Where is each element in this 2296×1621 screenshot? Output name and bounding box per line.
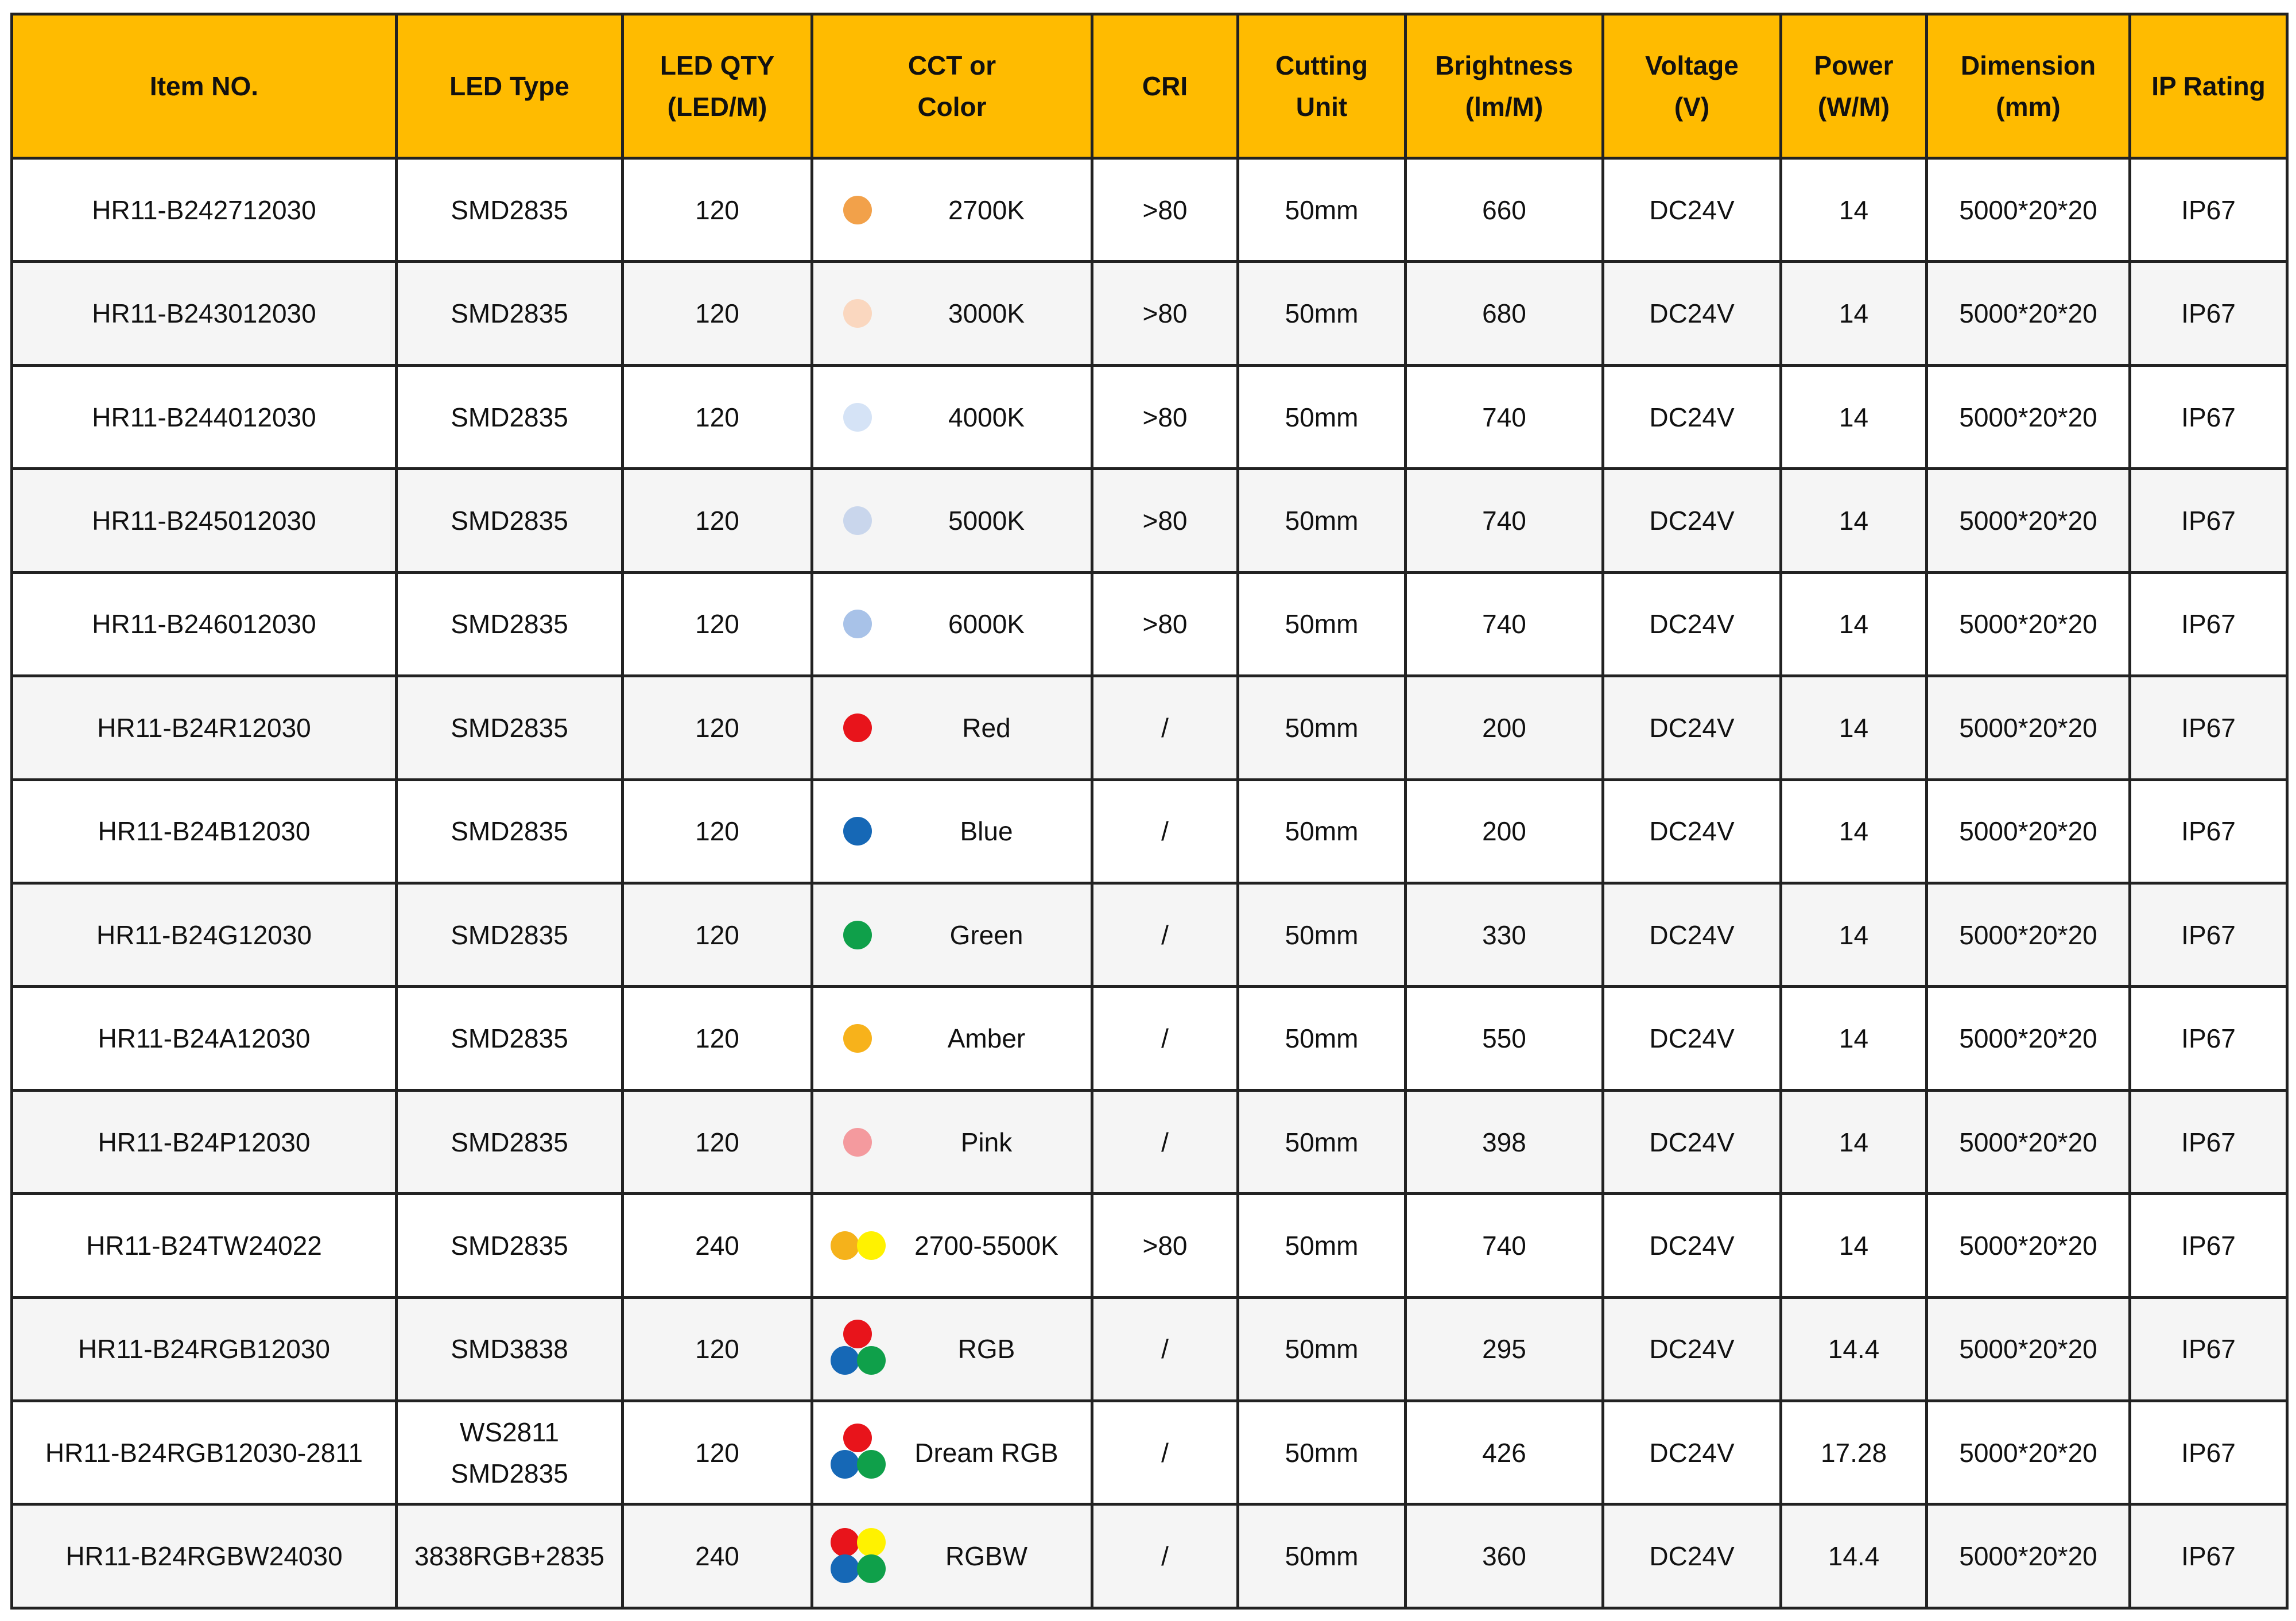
table-row [12, 365, 2287, 468]
led-dot-icon [857, 1346, 886, 1375]
cell-power: 14 [1781, 572, 1927, 676]
led-dot-icon [843, 921, 872, 949]
header-line: CRI [1142, 71, 1188, 101]
cell-cutting-unit: 50mm [1238, 572, 1406, 676]
cell-cct-or-color [812, 1090, 1092, 1193]
cell-item-no: HR11-B24G12030 [12, 883, 397, 986]
cell-cutting-unit: 50mm [1238, 365, 1406, 468]
led-dot-icon [843, 817, 872, 846]
cell-voltage: DC24V [1603, 158, 1781, 262]
cell-cct-or-color [812, 1401, 1092, 1504]
cell-cutting-unit: 50mm [1238, 987, 1406, 1090]
cell-ip-rating: IP67 [2130, 1090, 2287, 1193]
color-swatch-icon [827, 1421, 890, 1484]
led-type-line: SMD3838 [451, 1334, 568, 1364]
color-swatch-icon [827, 386, 890, 449]
led-dot-icon [843, 403, 872, 432]
header-line: Cutting [1275, 51, 1368, 80]
cell-cutting-unit: 50mm [1238, 1401, 1406, 1504]
header-line: Voltage [1645, 51, 1739, 80]
cell-led-qty: 120 [623, 365, 812, 468]
cell-dimension: 5000*20*20 [1927, 1504, 2130, 1608]
led-type-line: SMD2835 [451, 920, 568, 950]
cell-voltage: DC24V [1603, 883, 1781, 986]
cell-item-no: HR11-B24RGB12030 [12, 1297, 397, 1401]
cell-voltage: DC24V [1603, 1297, 1781, 1401]
header-row [12, 14, 2287, 158]
cell-item-no: HR11-B24RGBW24030 [12, 1504, 397, 1608]
cell-led-qty: 120 [623, 883, 812, 986]
cell-cri: >80 [1092, 365, 1238, 468]
cell-cri: / [1092, 1401, 1238, 1504]
color-label: 4000K [948, 402, 1025, 432]
cell-dimension: 5000*20*20 [1927, 987, 2130, 1090]
led-dot-icon [843, 610, 872, 638]
led-type-line: SMD2835 [451, 1127, 568, 1157]
cell-item-no: HR11-B24P12030 [12, 1090, 397, 1193]
cell-cct-or-color [812, 883, 1092, 986]
header-line: LED Type [449, 71, 569, 101]
color-swatch-icon [827, 282, 890, 345]
led-dot-icon [843, 1024, 872, 1053]
cell-voltage: DC24V [1603, 1401, 1781, 1504]
cell-power: 14 [1781, 469, 1927, 572]
cell-cct-or-color [812, 158, 1092, 262]
led-dot-icon [857, 1231, 886, 1260]
cell-led-type [397, 1090, 623, 1193]
cell-cct-or-color [812, 365, 1092, 468]
cell-dimension: 5000*20*20 [1927, 158, 2130, 262]
cell-cutting-unit: 50mm [1238, 469, 1406, 572]
cell-cutting-unit: 50mm [1238, 1090, 1406, 1193]
led-dot-icon [857, 1528, 886, 1557]
led-type-line: SMD2835 [451, 1023, 568, 1054]
led-dot-icon [857, 1450, 886, 1479]
table-row [12, 987, 2287, 1090]
cell-led-type [397, 1297, 623, 1401]
color-label: Amber [947, 1023, 1026, 1054]
header-line: Power [1814, 51, 1894, 80]
cell-cct-or-color [812, 987, 1092, 1090]
cell-ip-rating: IP67 [2130, 987, 2287, 1090]
cell-cutting-unit: 50mm [1238, 1297, 1406, 1401]
cell-power: 14 [1781, 780, 1927, 883]
header-line: (LED/M) [667, 92, 767, 122]
cell-ip-rating: IP67 [2130, 365, 2287, 468]
table-row [12, 262, 2287, 365]
cell-dimension: 5000*20*20 [1927, 365, 2130, 468]
color-swatch-icon [827, 800, 890, 863]
cell-item-no: HR11-B245012030 [12, 469, 397, 572]
table-row [12, 780, 2287, 883]
cell-cri: / [1092, 987, 1238, 1090]
cell-cri: / [1092, 883, 1238, 986]
cell-dimension: 5000*20*20 [1927, 1090, 2130, 1193]
cell-led-qty: 120 [623, 262, 812, 365]
header-led-type [397, 14, 623, 158]
color-swatch-icon [827, 1317, 890, 1380]
led-type-line: SMD2835 [451, 1230, 568, 1261]
cell-ip-rating: IP67 [2130, 572, 2287, 676]
cell-ip-rating: IP67 [2130, 262, 2287, 365]
cell-ip-rating: IP67 [2130, 1297, 2287, 1401]
header-cutting-unit [1238, 14, 1406, 158]
cell-ip-rating: IP67 [2130, 158, 2287, 262]
cell-ip-rating: IP67 [2130, 883, 2287, 986]
color-swatch-icon [827, 1007, 890, 1070]
color-label: RGBW [945, 1541, 1028, 1572]
color-label: 6000K [948, 609, 1025, 639]
color-label: Red [962, 712, 1011, 743]
led-dot-icon [831, 1346, 859, 1375]
table-row [12, 1401, 2287, 1504]
color-label: 3000K [948, 298, 1025, 329]
cell-cct-or-color [812, 469, 1092, 572]
cell-ip-rating: IP67 [2130, 1194, 2287, 1297]
cell-led-qty: 120 [623, 158, 812, 262]
cell-item-no: HR11-B243012030 [12, 262, 397, 365]
cell-led-type [397, 1401, 623, 1504]
cell-brightness: 200 [1406, 780, 1603, 883]
header-line: IP Rating [2151, 71, 2266, 101]
led-dot-icon [831, 1528, 859, 1557]
led-dot-icon [831, 1554, 859, 1583]
header-line: Color [917, 92, 987, 122]
cell-power: 14 [1781, 1194, 1927, 1297]
cell-led-qty: 120 [623, 987, 812, 1090]
table-row [12, 469, 2287, 572]
cell-voltage: DC24V [1603, 987, 1781, 1090]
cell-led-type [397, 1194, 623, 1297]
header-ip-rating [2130, 14, 2287, 158]
color-label: 5000K [948, 505, 1025, 536]
cell-item-no: HR11-B246012030 [12, 572, 397, 676]
cell-voltage: DC24V [1603, 469, 1781, 572]
table-row [12, 676, 2287, 780]
cell-voltage: DC24V [1603, 1090, 1781, 1193]
cell-led-type [397, 262, 623, 365]
led-dot-icon [843, 299, 872, 328]
led-spec-table [10, 13, 2289, 1610]
header-led-qty [623, 14, 812, 158]
cell-led-qty: 120 [623, 469, 812, 572]
cell-cri: / [1092, 1504, 1238, 1608]
cell-cct-or-color [812, 1194, 1092, 1297]
cell-cct-or-color [812, 1504, 1092, 1608]
cell-brightness: 740 [1406, 572, 1603, 676]
cell-dimension: 5000*20*20 [1927, 1401, 2130, 1504]
cell-cri: >80 [1092, 1194, 1238, 1297]
led-dot-icon [843, 713, 872, 742]
cell-cri: >80 [1092, 469, 1238, 572]
cell-cutting-unit: 50mm [1238, 262, 1406, 365]
header-line: Unit [1296, 92, 1348, 122]
cell-ip-rating: IP67 [2130, 469, 2287, 572]
header-brightness [1406, 14, 1603, 158]
color-swatch-icon [827, 1525, 890, 1588]
led-dot-icon [831, 1450, 859, 1479]
cell-power: 14 [1781, 158, 1927, 262]
cell-led-type [397, 1504, 623, 1608]
table-header [12, 14, 2287, 158]
cell-power: 14.4 [1781, 1504, 1927, 1608]
cell-item-no: HR11-B24RGB12030-2811 [12, 1401, 397, 1504]
cell-ip-rating: IP67 [2130, 1401, 2287, 1504]
cell-cri: >80 [1092, 158, 1238, 262]
header-item-no [12, 14, 397, 158]
cell-dimension: 5000*20*20 [1927, 676, 2130, 780]
cell-ip-rating: IP67 [2130, 676, 2287, 780]
cell-cutting-unit: 50mm [1238, 676, 1406, 780]
cell-cct-or-color [812, 572, 1092, 676]
led-type-line: SMD2835 [451, 712, 568, 743]
color-label: Green [949, 920, 1023, 950]
table-row [12, 1194, 2287, 1297]
cell-cri: / [1092, 1297, 1238, 1401]
table-row [12, 158, 2287, 262]
cell-item-no: HR11-B242712030 [12, 158, 397, 262]
cell-cutting-unit: 50mm [1238, 883, 1406, 986]
led-type-line: SMD2835 [451, 816, 568, 847]
cell-voltage: DC24V [1603, 572, 1781, 676]
color-swatch-icon [827, 696, 890, 759]
color-swatch-icon [827, 489, 890, 552]
cell-item-no: HR11-B24B12030 [12, 780, 397, 883]
cell-power: 14 [1781, 1090, 1927, 1193]
cell-cct-or-color [812, 262, 1092, 365]
cell-item-no: HR11-B24R12030 [12, 676, 397, 780]
header-line: CCT or [907, 51, 996, 80]
cell-cct-or-color [812, 676, 1092, 780]
led-dot-icon [843, 1424, 872, 1452]
cell-item-no: HR11-B244012030 [12, 365, 397, 468]
cell-led-type [397, 365, 623, 468]
cell-cri: >80 [1092, 572, 1238, 676]
table-row [12, 1297, 2287, 1401]
cell-power: 14 [1781, 883, 1927, 986]
cell-voltage: DC24V [1603, 676, 1781, 780]
cell-led-type [397, 676, 623, 780]
cell-power: 14 [1781, 365, 1927, 468]
header-line: LED QTY [660, 51, 775, 80]
header-line: (W/M) [1817, 92, 1890, 122]
cell-brightness: 680 [1406, 262, 1603, 365]
cell-led-qty: 120 [623, 1090, 812, 1193]
cell-led-qty: 240 [623, 1194, 812, 1297]
color-label: Dream RGB [914, 1437, 1058, 1468]
cell-led-type [397, 780, 623, 883]
led-type-line: SMD2835 [451, 505, 568, 536]
header-line: Brightness [1435, 51, 1573, 80]
header-line: (lm/M) [1465, 92, 1543, 122]
header-line: Item NO. [149, 71, 259, 101]
cell-cutting-unit: 50mm [1238, 1504, 1406, 1608]
cell-dimension: 5000*20*20 [1927, 1194, 2130, 1297]
header-dimension [1927, 14, 2130, 158]
color-swatch-icon [827, 179, 890, 242]
cell-item-no: HR11-B24A12030 [12, 987, 397, 1090]
color-swatch-icon [827, 1111, 890, 1174]
table-row [12, 572, 2287, 676]
header-cct-or-color [812, 14, 1092, 158]
table-body [12, 158, 2287, 1608]
cell-dimension: 5000*20*20 [1927, 780, 2130, 883]
cell-cutting-unit: 50mm [1238, 1194, 1406, 1297]
cell-led-qty: 120 [623, 572, 812, 676]
cell-dimension: 5000*20*20 [1927, 1297, 2130, 1401]
led-type-line: 3838RGB+2835 [414, 1541, 605, 1572]
cell-brightness: 200 [1406, 676, 1603, 780]
header-power [1781, 14, 1927, 158]
cell-brightness: 740 [1406, 365, 1603, 468]
cell-voltage: DC24V [1603, 365, 1781, 468]
cell-ip-rating: IP67 [2130, 1504, 2287, 1608]
cell-power: 14 [1781, 262, 1927, 365]
cell-brightness: 740 [1406, 1194, 1603, 1297]
cell-dimension: 5000*20*20 [1927, 572, 2130, 676]
color-label: Blue [960, 816, 1013, 847]
cell-cri: / [1092, 780, 1238, 883]
cell-brightness: 660 [1406, 158, 1603, 262]
cell-brightness: 360 [1406, 1504, 1603, 1608]
cell-led-type [397, 469, 623, 572]
cell-cri: / [1092, 676, 1238, 780]
led-type-line: WS2811 [459, 1417, 560, 1447]
cell-voltage: DC24V [1603, 1194, 1781, 1297]
header-line: Dimension [1960, 51, 2096, 80]
led-type-line: SMD2835 [451, 402, 568, 432]
cell-led-qty: 240 [623, 1504, 812, 1608]
cell-dimension: 5000*20*20 [1927, 262, 2130, 365]
cell-brightness: 295 [1406, 1297, 1603, 1401]
cell-item-no: HR11-B24TW24022 [12, 1194, 397, 1297]
cell-voltage: DC24V [1603, 780, 1781, 883]
header-line: (V) [1674, 92, 1710, 122]
color-label: 2700-5500K [914, 1230, 1058, 1261]
cell-cri: / [1092, 1090, 1238, 1193]
cell-led-type [397, 158, 623, 262]
cell-cutting-unit: 50mm [1238, 158, 1406, 262]
cell-ip-rating: IP67 [2130, 780, 2287, 883]
color-label: Pink [960, 1127, 1013, 1157]
cell-led-qty: 120 [623, 780, 812, 883]
cell-brightness: 550 [1406, 987, 1603, 1090]
cell-brightness: 330 [1406, 883, 1603, 986]
cell-voltage: DC24V [1603, 1504, 1781, 1608]
header-cri [1092, 14, 1238, 158]
cell-cutting-unit: 50mm [1238, 780, 1406, 883]
table-row [12, 1504, 2287, 1608]
cell-cct-or-color [812, 1297, 1092, 1401]
cell-brightness: 426 [1406, 1401, 1603, 1504]
color-swatch-icon [827, 903, 890, 967]
led-dot-icon [843, 1320, 872, 1348]
header-voltage [1603, 14, 1781, 158]
led-dot-icon [843, 1128, 872, 1157]
color-label: RGB [957, 1334, 1015, 1364]
led-type-line: SMD2835 [451, 609, 568, 639]
cell-led-qty: 120 [623, 676, 812, 780]
led-type-line: SMD2835 [451, 195, 568, 225]
cell-power: 14.4 [1781, 1297, 1927, 1401]
cell-led-type [397, 987, 623, 1090]
table-row [12, 883, 2287, 986]
cell-power: 17.28 [1781, 1401, 1927, 1504]
cell-dimension: 5000*20*20 [1927, 883, 2130, 986]
led-type-line: SMD2835 [451, 298, 568, 329]
led-dot-icon [843, 506, 872, 535]
table-row [12, 1090, 2287, 1193]
led-dot-icon [857, 1554, 886, 1583]
cell-led-type [397, 572, 623, 676]
cell-dimension: 5000*20*20 [1927, 469, 2130, 572]
cell-power: 14 [1781, 676, 1927, 780]
color-swatch-icon [827, 592, 890, 656]
cell-power: 14 [1781, 987, 1927, 1090]
cell-led-type [397, 883, 623, 986]
cell-cri: >80 [1092, 262, 1238, 365]
led-type-line: SMD2835 [451, 1458, 568, 1488]
header-line: (mm) [1996, 92, 2061, 122]
cell-led-qty: 120 [623, 1401, 812, 1504]
cell-voltage: DC24V [1603, 262, 1781, 365]
color-swatch-icon [827, 1214, 890, 1277]
cell-brightness: 398 [1406, 1090, 1603, 1193]
color-label: 2700K [948, 195, 1025, 225]
led-dot-icon [843, 196, 872, 224]
cell-led-qty: 120 [623, 1297, 812, 1401]
cell-brightness: 740 [1406, 469, 1603, 572]
led-dot-icon [831, 1231, 859, 1260]
cell-cct-or-color [812, 780, 1092, 883]
